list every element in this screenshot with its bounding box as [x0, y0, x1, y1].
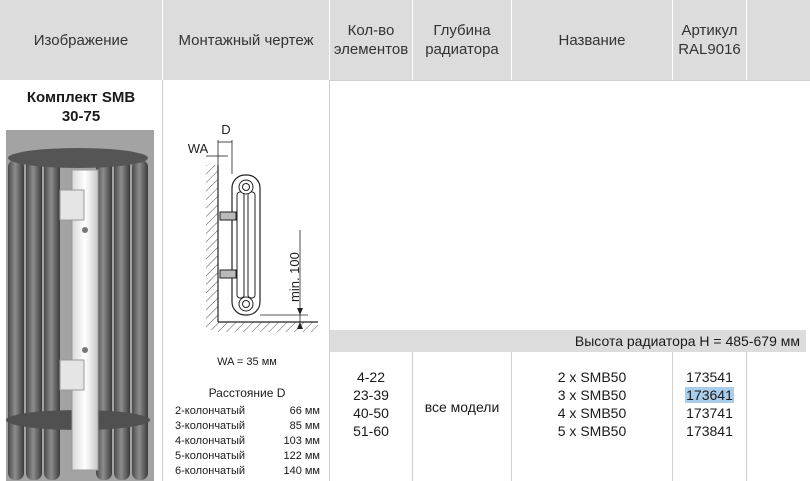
distance-value: 66 мм [289, 405, 320, 417]
distance-type: 4-колончатый [175, 435, 246, 447]
distance-type: 6-колончатый [175, 465, 246, 477]
radiator-photo-illustration [6, 130, 154, 481]
distance-value: 122 мм [283, 450, 320, 462]
table-cell-count: 4-22 [356, 369, 386, 385]
header-depth [413, 0, 511, 80]
grid-line [330, 80, 810, 81]
table-cell-name: 2 x SMB50 [557, 369, 627, 385]
installation-drawing [168, 110, 326, 340]
header-article [673, 0, 746, 80]
header-article-line2: RAL9016 [678, 41, 741, 58]
distance-type: 5-колончатый [175, 450, 246, 462]
table-cell-article: 173841 [686, 423, 733, 439]
installation-drawing-svg [168, 110, 326, 340]
table-cell-article [673, 386, 746, 404]
distance-type: 2-колончатый [175, 405, 246, 417]
name-column [512, 368, 672, 440]
distance-value: 103 мм [283, 435, 320, 447]
distance-type: 3-колончатый [175, 420, 246, 432]
dimension-wa-label: WA [187, 141, 209, 156]
header-count-line2: элементов [333, 41, 409, 58]
header-name [512, 0, 672, 80]
distance-row [175, 465, 320, 477]
distance-title: Расстояние D [208, 386, 286, 400]
header-article-line1: Артикул [681, 22, 738, 39]
header-filler [747, 0, 810, 80]
table-cell-article: 173541 [686, 369, 733, 385]
wa-value: WA = 35 мм [217, 356, 277, 368]
distance-row [175, 405, 320, 417]
table-cell-name: 4 x SMB50 [557, 405, 627, 421]
table-cell-name: 3 x SMB50 [557, 387, 627, 403]
dimension-d-label: D [221, 122, 231, 137]
table-cell-depth: все модели [424, 399, 500, 415]
table-cell-name: 5 x SMB50 [557, 423, 627, 439]
product-photo [6, 130, 154, 481]
distance-row [175, 420, 320, 432]
distance-row [175, 435, 320, 447]
grid-line [746, 352, 747, 481]
selected-article[interactable]: 173641 [686, 387, 733, 403]
grid-line [412, 352, 413, 481]
header-image [0, 0, 162, 80]
distance-value: 85 мм [289, 420, 320, 432]
header-image-label: Изображение [33, 31, 129, 49]
header-count [330, 0, 412, 80]
table-cell-article: 173741 [686, 405, 733, 421]
distance-row [175, 450, 320, 462]
distance-value: 140 мм [283, 465, 320, 477]
product-title [0, 88, 162, 126]
article-column [673, 368, 746, 440]
header-drawing [163, 0, 329, 80]
header-name-label: Название [558, 31, 626, 49]
height-note: Высота радиатора H = 485-679 мм [574, 333, 800, 349]
dimension-min-label: min. 100 [287, 252, 302, 302]
header-count-line1: Кол-во [347, 22, 395, 39]
count-column [330, 368, 412, 440]
header-drawing-label: Монтажный чертеж [178, 31, 314, 49]
table-cell-count: 51-60 [353, 423, 389, 439]
grid-line [162, 80, 163, 481]
height-note-bar [330, 330, 806, 352]
product-title-line1: Комплект SMB [26, 89, 136, 106]
product-title-line2: 30-75 [61, 108, 101, 125]
header-depth-line2: радиатора [425, 41, 499, 58]
table-cell-count: 23-39 [353, 387, 389, 403]
header-depth-line1: Глубина [433, 22, 491, 39]
table-cell-count: 40-50 [353, 405, 389, 421]
depth-cell [413, 398, 511, 416]
